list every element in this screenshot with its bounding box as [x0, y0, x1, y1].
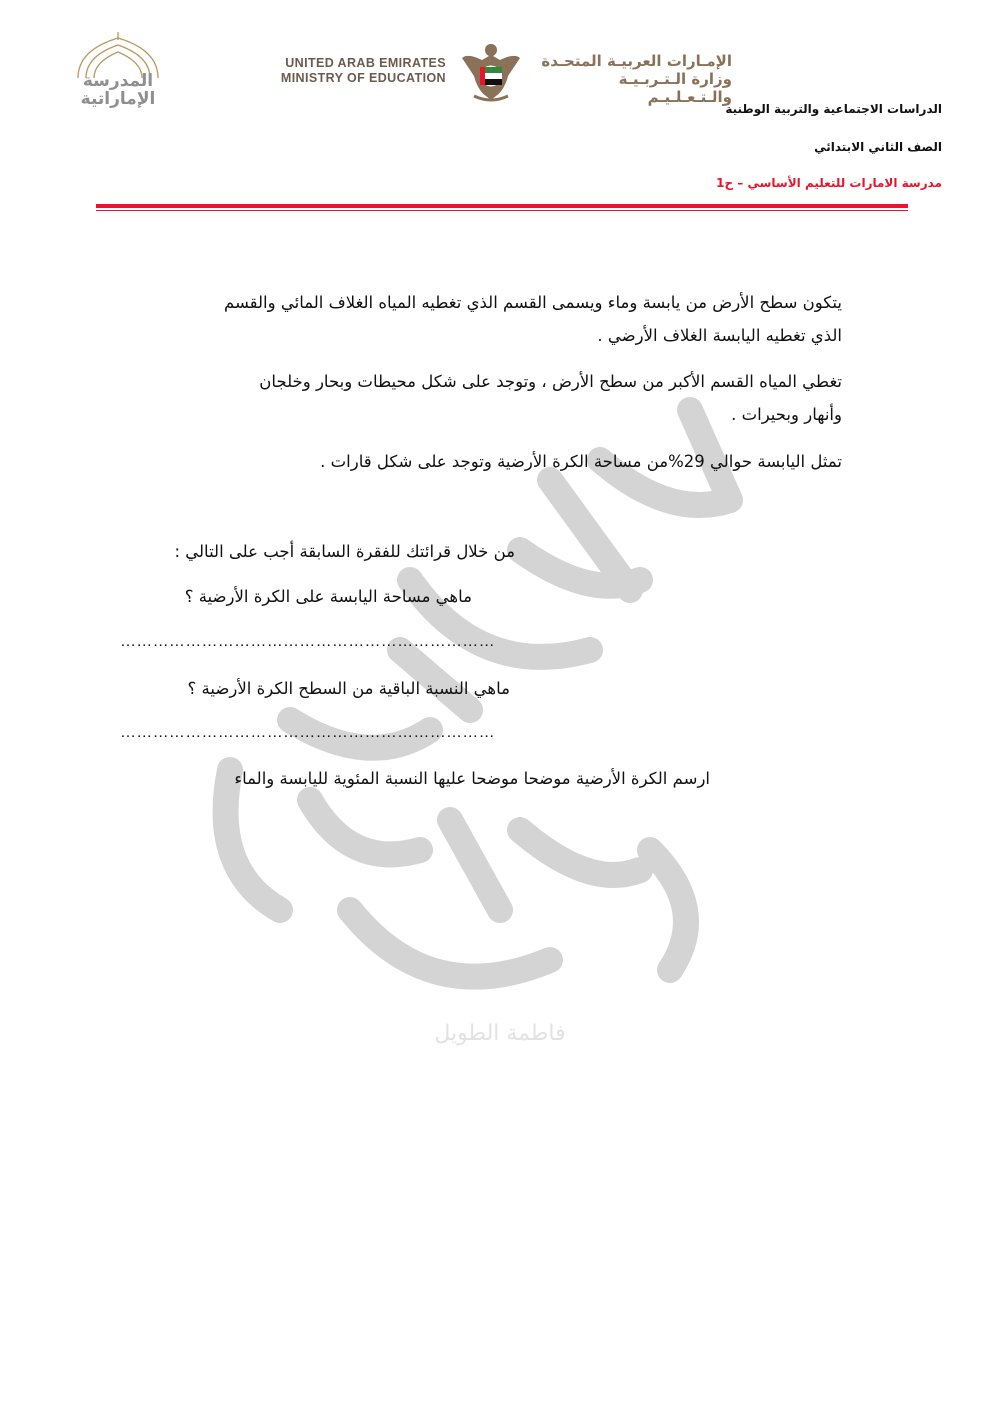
- question-3: ارسم الكرة الأرضية موضحا موضحا عليها النسبة المئوية لليابسة والماء: [234, 769, 710, 788]
- logo-text-line1: المدرسة: [82, 71, 154, 91]
- answer-line-2[interactable]: ……………………………………………………………: [120, 724, 495, 741]
- school-name: مدرسة الامارات للتعليم الأساسي – ح1: [716, 176, 942, 190]
- passage-line-5: تمثل اليابسة حوالي 29%من مساحة الكرة الأرضية وتوجد على شكل قارات .: [320, 452, 842, 471]
- question-2: ماهي النسبة الباقية من السطح الكرة الأرضية ؟: [187, 679, 510, 698]
- answer-line-1[interactable]: ……………………………………………………………: [120, 633, 495, 650]
- passage-line-3: تغطي المياه القسم الأكبر من سطح الأرض ، وتوجد على شكل محيطات وبحار وخلجان: [259, 372, 842, 391]
- school-logo: [58, 30, 178, 110]
- header-divider-thick: [96, 204, 908, 208]
- passage-line-2: الذي تغطيه اليابسة الغلاف الأرضي .: [597, 326, 842, 345]
- question-1: ماهي مساحة اليابسة على الكرة الأرضية ؟: [184, 587, 472, 606]
- passage-line-1: يتكون سطح الأرض من يابسة وماء ويسمى القسم الذي تغطيه المياه الغلاف المائي والقسم: [223, 293, 842, 312]
- header-divider-thin: [96, 210, 908, 211]
- subject-title: الدراسات الاجتماعية والتربية الوطنية: [725, 102, 942, 116]
- watermark-text: فاطمة الطويل: [434, 1021, 566, 1046]
- ministry-name-en-line2: MINISTRY OF EDUCATION: [280, 71, 446, 85]
- instructions: من خلال قرائتك للفقرة السابقة أجب على التالي :: [174, 542, 515, 561]
- ministry-name-ar-line2: وزارة الـتـربـيـة والـتـعـلـيـم: [618, 70, 732, 106]
- logo-text-line2: الإماراتية: [80, 89, 156, 109]
- passage-line-4: وأنهار وبحيرات .: [731, 405, 842, 424]
- grade-label: الصف الثاني الابتدائي: [814, 140, 942, 154]
- ministry-name-en-line1: UNITED ARAB EMIRATES: [285, 56, 446, 70]
- uae-eagle-emblem-icon: [460, 40, 522, 104]
- ministry-name-ar-line1: الإمـارات العربيـة المتحـدة: [541, 52, 732, 70]
